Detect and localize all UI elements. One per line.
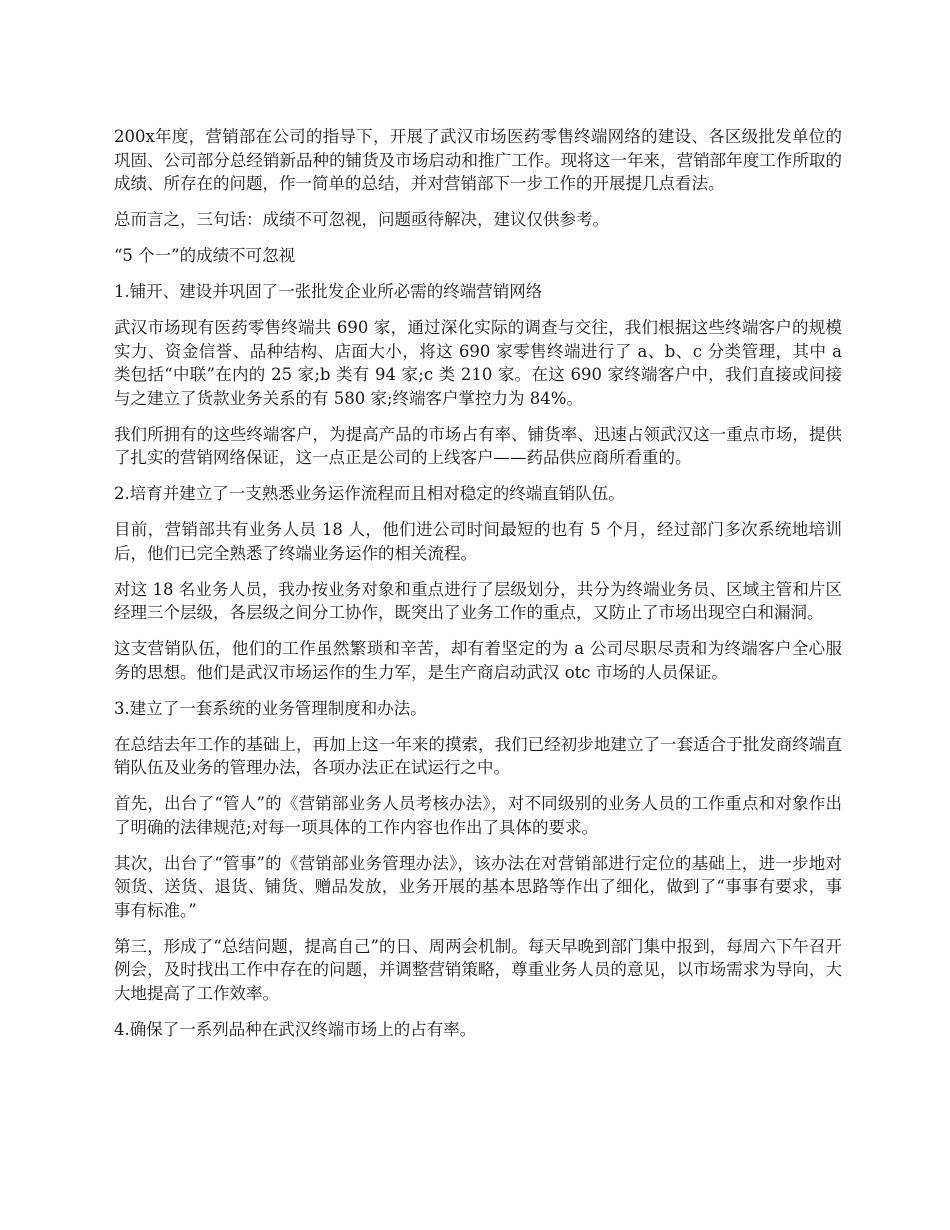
subheading-3: 3.建立了一套系统的业务管理制度和办法。 — [114, 698, 427, 718]
body-paragraph: 目前，营销部共有业务人员 18 人，他们进公司时间最短的也有 5 个月，经过部门多次系统地培训后，他们已完全熟悉了终端业务运作的相关流程。 — [114, 520, 842, 563]
body-paragraph: 在总结去年工作的基础上，再加上这一年来的摸索，我们已经初步地建立了一套适合于批发商终端直销队伍及业务的管理办法，各项办法正在试运行之中。 — [114, 734, 842, 777]
body-paragraph: 我们所拥有的这些终端客户，为提高产品的市场占有率、铺货率、迅速占领武汉这一重点市场，提供了扎实的营销网络保证，这一点正是公司的上线客户——药品供应商所看重的。 — [114, 424, 842, 467]
body-paragraph: 武汉市场现有医药零售终端共 690 家，通过深化实际的调查与交往，我们根据这些终端客户的规模实力、资金信誉、品种结构、店面大小，将这 690 家零售终端进行了 a、b、c 分类管理，其中 a 类包括“中联”在内的 25 家;b 类有 94 家;c 类 210 家。在这 690 家终端客户中，我们直接或间接与之建立了货款业务关系的有 580 家;终端客户掌控力为 84%。 — [114, 318, 842, 408]
intro-paragraph: 200x年度，营销部在公司的指导下，开展了武汉市场医药零售终端网络的建设、各区级批发单位的巩固、公司部分总经销新品种的铺货及市场启动和推广工作。现将这一年来，营销部年度工作所取的成绩、所存在的问题，作一简单的总结，并对营销部下一步工作的开展提几点看法。 — [114, 127, 842, 193]
body-paragraph: 对这 18 名业务人员，我办按业务对象和重点进行了层级划分，共分为终端业务员、区域主管和片区经理三个层级，各层级之间分工协作，既突出了业务工作的重点，又防止了市场出现空白和漏洞。 — [114, 579, 842, 622]
body-paragraph: 其次，出台了“管事”的《营销部业务管理办法》，该办法在对营销部进行定位的基础上，进一步地对领货、送货、退货、铺货、赠品发放，业务开展的基本思路等作出了细化，做到了“事事有要求，事事有标准。” — [114, 853, 842, 920]
document-body — [114, 125, 842, 1054]
summary-paragraph: 总而言之，三句话：成绩不可忽视，问题亟待解决，建议仅供参考。 — [114, 210, 609, 229]
subheading-2: 2.培育并建立了一支熟悉业务运作流程而且相对稳定的终端直销队伍。 — [114, 484, 625, 503]
body-paragraph: 首先，出台了“管人”的《营销部业务人员考核办法》，对不同级别的业务人员的工作重点和对象作出了明确的法律规范;对每一项具体的工作内容也作出了具体的要求。 — [114, 794, 842, 837]
section-heading: “5 个一”的成绩不可忽视 — [114, 246, 296, 265]
subheading-1: 1.铺开、建设并巩固了一张批发企业所必需的终端营销网络 — [114, 282, 543, 301]
body-paragraph: 第三，形成了“总结问题，提高自己”的日、周两会机制。每天早晚到部门集中报到，每周六下午召开例会，及时找出工作中存在的问题，并调整营销策略，尊重业务人员的意见，以市场需求为导向，大大地提高了工作效率。 — [114, 936, 842, 1003]
subheading-4: 4.确保了一系列品种在武汉终端市场上的占有率。 — [114, 1019, 477, 1039]
body-paragraph: 这支营销队伍，他们的工作虽然繁琐和辛苦，却有着坚定的为 a 公司尽职尽责和为终端客户全心服务的思想。他们是武汉市场运作的生力军，是生产商启动武汉 otc 市场的人员保证。 — [114, 639, 842, 682]
